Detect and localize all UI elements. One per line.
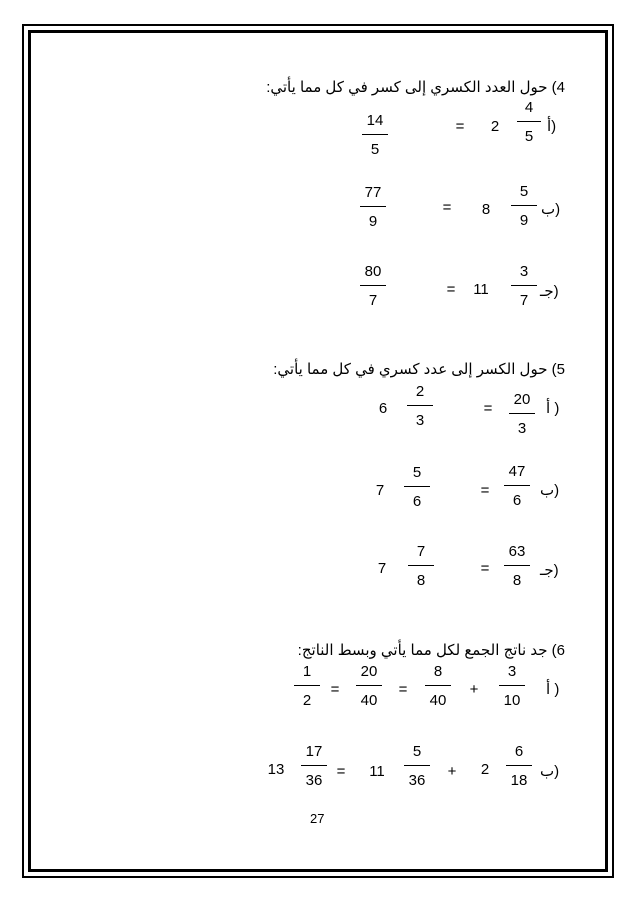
q6-a-f2-numerator: 8 [433,663,443,680]
q5-b-result-whole: 7 [375,482,385,499]
q5-b-numerator: 47 [508,463,526,480]
q4-c-result-denominator: 7 [368,292,378,309]
q6-a-fraction-4 [292,663,322,710]
q5-c-numerator: 63 [508,543,526,560]
q5-a-result-denominator: 3 [415,412,425,429]
fraction-bar [301,765,327,766]
q6-b-fraction-3 [299,743,329,790]
q5-c-result-whole: 7 [377,560,387,577]
q5-b-result-fraction [402,464,432,511]
q4-c-result-numerator: 80 [364,263,382,280]
q5-c-result-denominator: 8 [416,572,426,589]
q6-b-label: ب) [540,763,560,780]
q4-c-whole: 11 [473,281,489,298]
q5-a-numerator: 20 [513,391,531,408]
q4-a-denominator: 5 [524,128,534,145]
q6-a-f1-numerator: 3 [507,663,517,680]
q6-b-plus: + [447,763,457,780]
fraction-bar [362,134,388,135]
q5-c-result-fraction [406,543,436,590]
q4-b-result-numerator: 77 [364,184,382,201]
q5-a-equals: = [483,400,493,417]
q4-a-result [360,112,390,159]
q4-c-label: جـ) [540,283,559,300]
q5-b-fraction [502,463,532,510]
fraction-bar [511,205,537,206]
q5-c-denominator: 8 [512,572,522,589]
fraction-bar [360,285,386,286]
q6-a-f1-denominator: 10 [503,692,521,709]
fraction-bar [360,206,386,207]
q4-b-result [358,184,388,231]
q6-a-plus: + [469,681,479,698]
q5-c-label: جـ) [540,562,559,579]
fraction-bar [504,565,530,566]
fraction-bar [517,121,541,122]
question-6-heading: 6) جد ناتج الجمع لكل مما يأتي وبسط الناتج: [297,642,565,659]
q6-b-f1-numerator: 6 [514,743,524,760]
q6-b-whole-1: 2 [480,761,490,778]
q5-a-fraction [507,391,537,438]
q6-a-equals-1: = [398,681,408,698]
fraction-bar [404,765,430,766]
fraction-bar [504,485,530,486]
fraction-bar [425,685,451,686]
q4-a-label: أ) [547,118,557,135]
q6-b-f1-denominator: 18 [510,772,528,789]
q6-a-fraction-2 [423,663,453,710]
q5-a-result-numerator: 2 [415,383,425,400]
fraction-bar [509,413,535,414]
q4-c-fraction [509,263,539,310]
q6-a-fraction-1 [497,663,527,710]
q4-b-fraction [509,183,539,230]
q5-c-result-numerator: 7 [416,543,426,560]
q4-a-numerator: 4 [524,99,534,116]
q6-a-equals-2: = [330,681,340,698]
q4-a-result-numerator: 14 [366,112,384,129]
fraction-bar [294,685,320,686]
q5-c-fraction [502,543,532,590]
q6-a-f3-denominator: 40 [360,692,378,709]
q6-a-f3-numerator: 20 [360,663,378,680]
q5-a-denominator: 3 [517,420,527,437]
q4-b-result-denominator: 9 [368,213,378,230]
q6-a-f4-numerator: 1 [302,663,312,680]
fraction-bar [511,285,537,286]
question-5-heading: 5) حول الكسر إلى عدد كسري في كل مما يأتي: [273,361,565,378]
page-number: 27 [310,811,325,826]
q4-b-equals: = [442,199,452,216]
q5-b-result-numerator: 5 [412,464,422,481]
q6-b-whole-2: 11 [369,763,385,780]
q5-b-label: ب) [540,482,560,499]
q6-b-f2-denominator: 36 [408,772,426,789]
q6-b-f3-numerator: 17 [305,743,323,760]
q4-b-whole: 8 [481,201,491,218]
q6-b-f3-denominator: 36 [305,772,323,789]
q6-b-f2-numerator: 5 [412,743,422,760]
q5-a-result-whole: 6 [378,400,388,417]
fraction-bar [407,405,433,406]
fraction-bar [356,685,382,686]
fraction-bar [408,565,434,566]
fraction-bar [506,765,532,766]
q6-b-whole-3: 13 [267,761,285,778]
q4-a-fraction [516,99,542,146]
q4-c-numerator: 3 [519,263,529,280]
q5-b-result-denominator: 6 [412,493,422,510]
q6-a-fraction-3 [354,663,384,710]
q5-b-equals: = [480,482,490,499]
q4-a-equals: = [455,118,465,135]
q6-b-fraction-2 [402,743,432,790]
q4-b-denominator: 9 [519,212,529,229]
q6-b-equals: = [336,763,346,780]
q4-c-equals: = [446,281,456,298]
fraction-bar [499,685,525,686]
q4-b-label: ب) [541,201,561,218]
q4-a-whole: 2 [490,118,500,135]
q5-b-denominator: 6 [512,492,522,509]
q6-a-f4-denominator: 2 [302,692,312,709]
q5-c-equals: = [480,560,490,577]
q4-c-result [358,263,388,310]
q4-b-numerator: 5 [519,183,529,200]
q6-a-f2-denominator: 40 [429,692,447,709]
q4-c-denominator: 7 [519,292,529,309]
fraction-bar [404,486,430,487]
q5-a-result-fraction [405,383,435,430]
question-4-heading: 4) حول العدد الكسري إلى كسر في كل مما يأتي: [266,79,565,96]
q5-a-label: أ ) [546,400,560,417]
q4-a-result-denominator: 5 [370,141,380,158]
q6-a-label: أ ) [546,681,560,698]
q6-b-fraction-1 [504,743,534,790]
